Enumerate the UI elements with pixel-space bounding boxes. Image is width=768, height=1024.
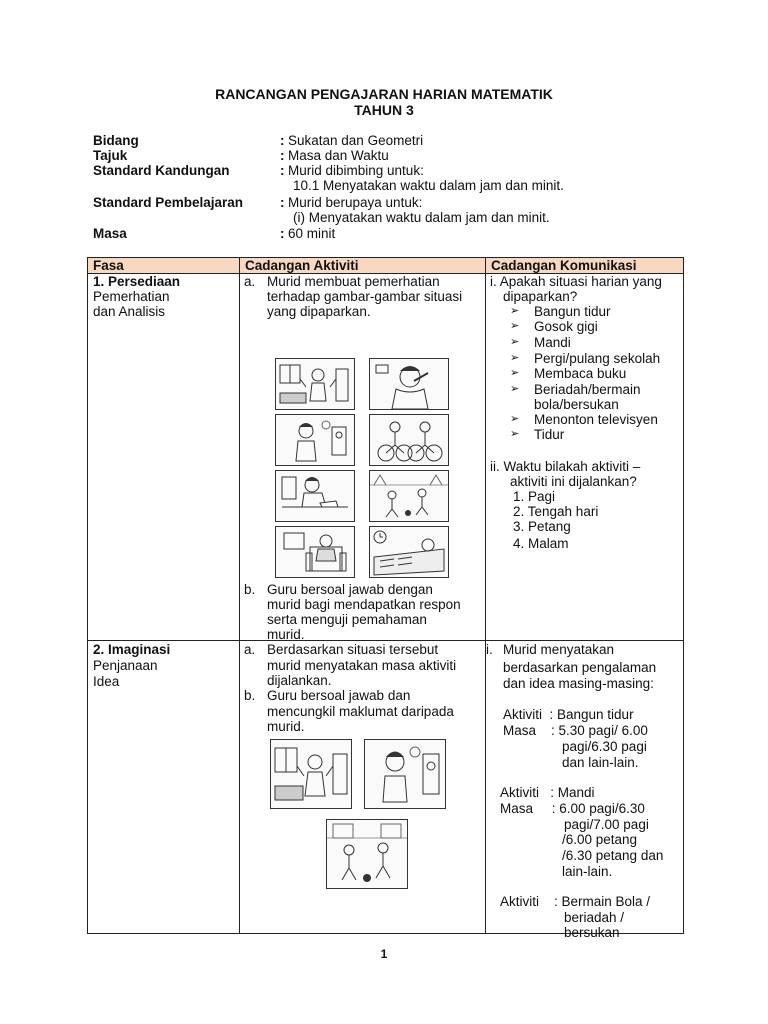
reading-illustration [275,470,355,522]
list-item: Tidur [534,427,565,442]
list-item: mencungkil maklumat daripada [267,704,454,719]
meta-sk-sub [93,178,693,194]
meta-masa [93,226,693,242]
list-item: Murid membuat pemerhatian [267,274,440,289]
list-item: Murid menyatakan [503,642,615,657]
masa-value: 60 minit [288,226,336,241]
list-item: Guru bersoal jawab dengan [267,582,433,597]
armchair-icon [276,527,354,577]
list-item: murid. [267,719,305,734]
page-title: RANCANGAN PENGAJARAN HARIAN MATEMATIK [215,86,553,102]
colon: : [280,163,285,178]
row1-fasa-sub1: Pemerhatian [93,289,170,304]
example-time: pagi/7.00 pagi [564,817,649,832]
cycling-illustration [369,414,449,466]
colon: : [280,148,285,163]
tajuk-value: Masa dan Waktu [288,148,389,163]
list-item: berdasarkan pengalaman [503,660,657,675]
list-item: Membaca buku [534,366,627,381]
example-time: /6.00 petang [562,832,638,847]
page-number: 1 [380,947,388,961]
list-item: yang dipaparkan. [267,304,371,319]
list-item: murid. [267,627,305,642]
row2-fasa-sub1: Penjanaan [93,658,158,673]
list-item: 1. Pagi [513,489,556,504]
list-item: terhadap gambar-gambar situasi [267,289,463,304]
list-marker: b. [244,582,256,597]
tajuk-label: Tajuk [93,148,128,163]
list-item: Beriadah/bermain [534,382,641,397]
playing-ball-illustration [369,470,449,522]
table-header-row [88,258,684,274]
arrow-bullet-icon: ➢ [510,320,520,332]
waking-up-illustration [270,739,352,809]
sp-value: Murid berupaya untuk: [288,195,423,210]
sk-value: Murid dibimbing untuk: [288,163,424,178]
bidang-value: Sukatan dan Geometri [288,133,424,148]
colon: : [280,195,285,210]
football-icon [370,471,448,521]
meta-standard-pembelajaran [93,195,693,211]
list-item: serta menguji pemahaman [267,612,427,627]
list-marker: b. [244,688,256,703]
list-item: Guru bersoal jawab dan [267,688,411,703]
list-item: murid bagi mendapatkan respon [267,597,461,612]
page-subtitle: TAHUN 3 [354,102,414,118]
example-activity: Aktiviti : Bangun tidur [503,707,634,722]
list-item: Bangun tidur [534,304,611,319]
example-activity: Aktiviti : Mandi [500,785,595,800]
header-fasa: Fasa [88,258,240,274]
sp-sub: (i) Menyatakan waktu dalam jam dan minit. [293,210,550,225]
watching-tv-illustration [275,526,355,578]
example-time: /6.30 petang dan [562,848,664,863]
lesson-table [87,257,684,940]
brushing-teeth-icon [370,359,448,409]
list-item: 2. Tengah hari [513,504,599,519]
arrow-bullet-icon: ➢ [510,383,520,395]
brushing-teeth-illustration [369,358,449,410]
sk-sub: 10.1 Menyatakan waktu dalam jam dan minit. [293,178,564,193]
reading-icon [276,471,354,521]
row1-fasa-sub2: dan Analisis [93,304,166,319]
waking-up-icon [276,359,354,409]
arrow-bullet-icon: ➢ [510,305,520,317]
list-item: bola/bersukan [534,397,619,412]
row1-fasa-title: 1. Persediaan [93,274,181,289]
football-icon [327,820,407,888]
table-row [88,274,684,641]
bathing-icon [365,740,445,808]
example-activity: Aktiviti : Bermain Bola / [500,894,651,909]
list-item: Mandi [534,335,571,350]
list-item: dan idea masing-masing: [503,676,654,691]
example-activity: beriadah / [564,910,625,925]
header-aktiviti: Cadangan Aktiviti [240,258,486,274]
waking-up-icon [271,740,351,808]
bicycle-icon [370,415,448,465]
meta-sp-sub [93,210,693,226]
header-komunikasi: Cadangan Komunikasi [486,258,684,274]
arrow-bullet-icon: ➢ [510,413,520,425]
row2-aktiviti [240,641,486,934]
row1-komunikasi [486,274,684,641]
example-time: dan lain-lain. [562,755,639,770]
sleeping-illustration [369,526,449,578]
masa-label: Masa [93,226,127,241]
arrow-bullet-icon: ➢ [510,428,520,440]
table-row [88,641,684,934]
question-text: i. Apakah situasi harian yang [490,274,662,289]
row1-fasa [88,274,240,641]
example-time: Masa : 5.30 pagi/ 6.00 [503,723,648,738]
sp-label: Standard Pembelajaran [93,195,244,210]
sk-label: Standard Kandungan [93,163,230,178]
colon: : [280,133,285,148]
meta-standard-kandungan [93,163,693,179]
waking-up-illustration [275,358,355,410]
bathing-icon [276,415,354,465]
list-item: Berdasarkan situasi tersebut [267,642,439,657]
bathing-illustration [275,414,355,466]
list-marker: a. [244,642,256,657]
meta-tajuk [93,148,693,164]
list-item: 3. Petang [513,519,571,534]
list-marker: a. [244,274,256,289]
row1-aktiviti [240,274,486,641]
row2-fasa-sub2: Idea [93,674,120,689]
list-item: dijalankan. [267,673,332,688]
bed-icon [370,527,448,577]
list-item: Menonton televisyen [534,412,658,427]
bidang-label: Bidang [93,133,139,148]
row2-fasa-title: 2. Imaginasi [93,642,171,657]
list-item: Gosok gigi [534,319,598,334]
question-text: ii. Waktu bilakah aktiviti – [490,459,641,474]
colon: : [280,226,285,241]
row2-fasa [88,641,240,934]
example-time: Masa : 6.00 pagi/6.30 [500,801,645,816]
example-time: pagi/6.30 pagi [562,739,647,754]
example-activity: bersukan [564,925,620,940]
list-item: Pergi/pulang sekolah [534,351,661,366]
row2-komunikasi [486,641,684,940]
playing-ball-illustration [326,819,408,889]
question-text: aktiviti ini dijalankan? [510,474,637,489]
bathing-illustration [364,739,446,809]
arrow-bullet-icon: ➢ [510,367,520,379]
example-time: lain-lain. [562,864,613,879]
list-item: 4. Malam [513,536,569,551]
arrow-bullet-icon: ➢ [510,336,520,348]
question-text: dipaparkan? [503,289,578,304]
meta-bidang [93,133,693,149]
list-item: murid menyatakan masa aktiviti [267,658,457,673]
arrow-bullet-icon: ➢ [510,352,520,364]
list-marker: i. [486,642,493,657]
